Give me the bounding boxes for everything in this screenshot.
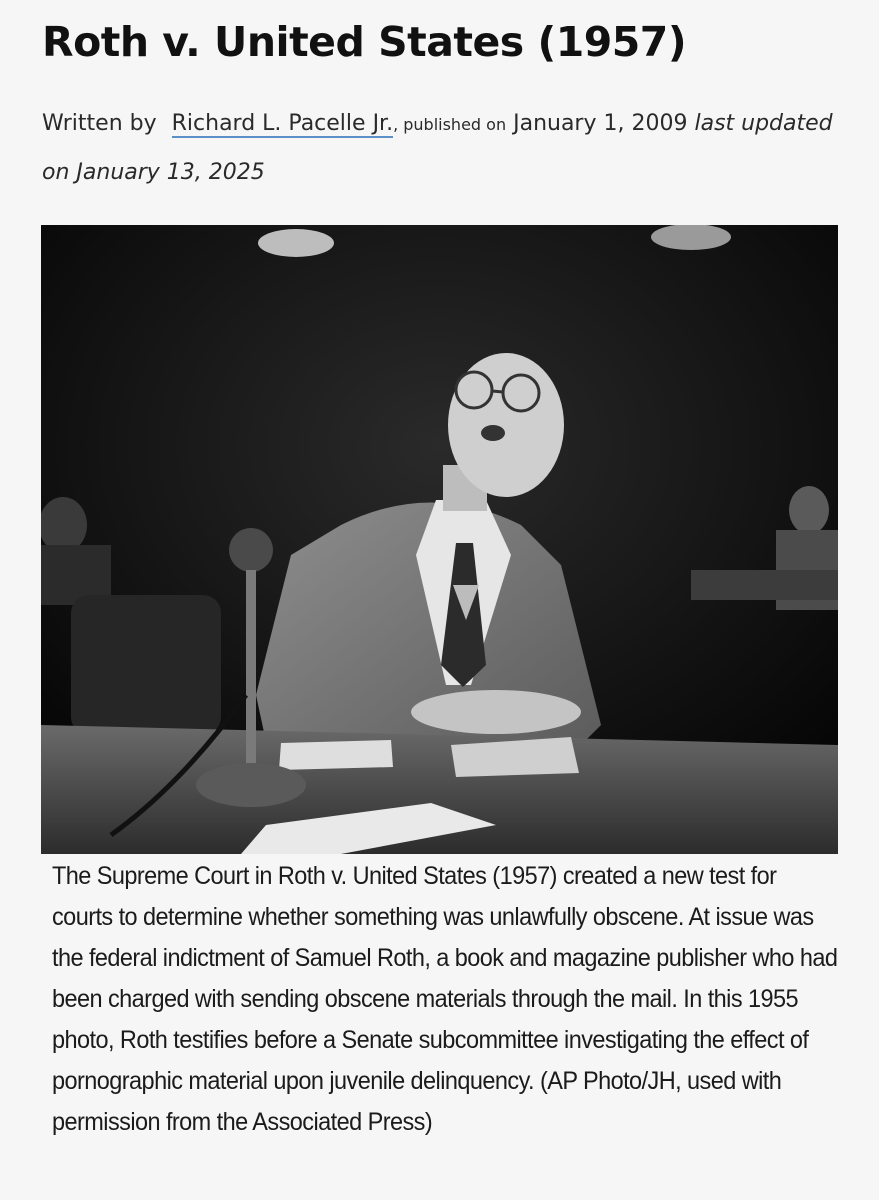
updated-date: January 13, 2025 bbox=[76, 160, 265, 185]
published-date: January 1, 2009 bbox=[513, 111, 688, 136]
last-updated-label: last updated on bbox=[42, 111, 833, 185]
published-on-label: , published on bbox=[393, 115, 507, 134]
page-title: Roth v. United States (1957) bbox=[42, 18, 687, 66]
photo-illustration bbox=[41, 225, 838, 854]
photo-caption: The Supreme Court in Roth v. United States (1957) created a new test for courts to determine whether something was unlawfully obscene. At issue was the federal indictment of Samuel Roth, a book and magazine publisher who had been charged with sending obscene materials through the mail. In this 1955 photo, Roth testifies before a Senate subcommittee investigating the effect of pornographic material upon juvenile delinquency. (AP Photo/JH, used with permission from the Associated Press) bbox=[52, 862, 838, 1136]
author-link[interactable]: Richard L. Pacelle Jr. bbox=[171, 111, 394, 136]
article-photo bbox=[41, 225, 838, 854]
byline bbox=[42, 100, 842, 197]
written-by-label: Written by bbox=[42, 111, 157, 136]
